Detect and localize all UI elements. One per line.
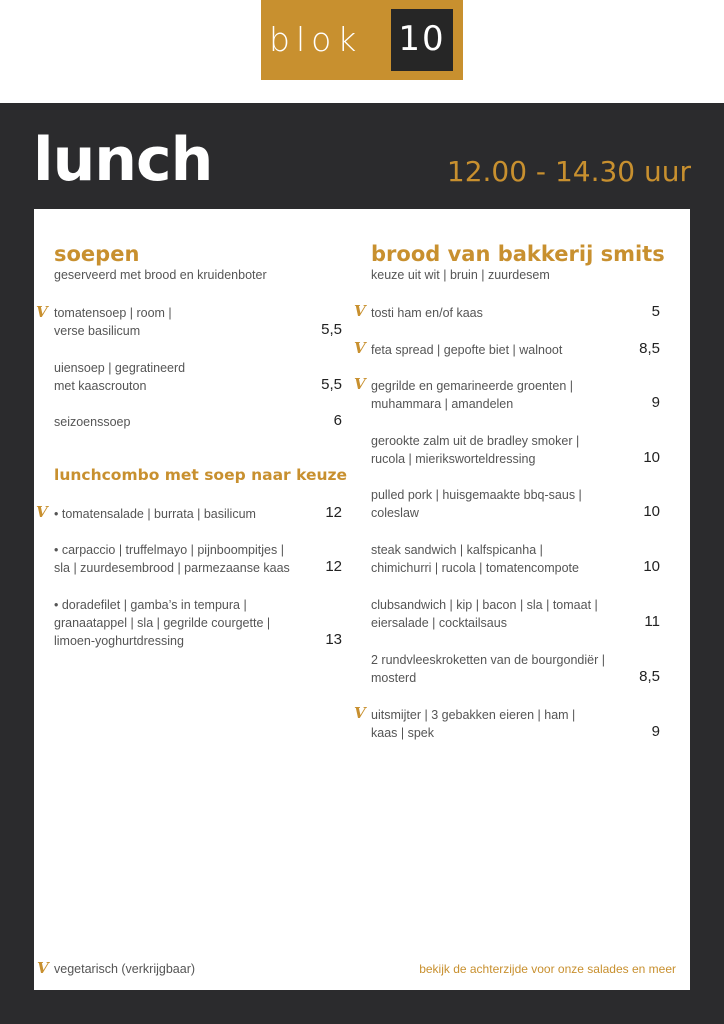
item-line: pulled pork | huisgemaakte bbq-saus |: [371, 488, 582, 502]
item-line: seizoenssoep: [54, 415, 131, 429]
menu-item-seizoenssoep: [54, 413, 130, 431]
menu-item-kroketten: [371, 651, 605, 687]
item-price: 12: [325, 504, 342, 521]
item-line: limoen-yoghurtdressing: [54, 634, 184, 648]
item-line: tosti ham en/of kaas: [371, 306, 483, 320]
section-subtitle-soepen: geserveerd met brood en kruidenboter: [54, 268, 267, 282]
item-line: uiensoep | gegratineerd: [54, 361, 186, 375]
item-price: 8,5: [639, 340, 660, 357]
footer-note: bekijk de achterzijde voor onze salades en meer: [419, 962, 676, 976]
item-price: 5,5: [321, 321, 342, 338]
item-price: 10: [643, 449, 660, 466]
vegetarian-icon: V: [37, 959, 49, 977]
item-line: verse basilicum: [54, 324, 141, 338]
item-line: coleslaw: [371, 506, 419, 520]
menu-item-tosti: [371, 304, 483, 322]
section-title-brood: brood van bakkerij smits: [371, 242, 665, 266]
item-line: • tomatensalade | burrata | basilicum: [54, 507, 256, 521]
item-price: 13: [325, 631, 342, 648]
item-line: steak sandwich | kalfspicanha |: [371, 543, 543, 557]
page-title: lunch: [33, 125, 213, 195]
item-line: eiersalade | cocktailsaus: [371, 616, 507, 630]
menu-item-steak-sandwich: [371, 541, 579, 577]
item-price: 5: [651, 303, 660, 320]
item-price: 6: [333, 412, 342, 429]
vegetarian-icon: V: [354, 339, 366, 357]
opening-hours: 12.00 - 14.30 uur: [446, 155, 691, 188]
item-line: met kaascrouton: [54, 379, 147, 393]
section-title-lunchcombo: lunchcombo met soep naar keuze: [54, 466, 348, 484]
item-line: chimichurri | rucola | tomatencompote: [371, 561, 579, 575]
menu-card: [34, 209, 690, 990]
menu-item-tomatensoep: [54, 304, 172, 340]
item-price: 10: [643, 558, 660, 575]
item-line: granaatappel | sla | gegrilde courgette |: [54, 616, 271, 630]
item-line: 2 rundvleeskroketten van de bourgondiër |: [371, 653, 605, 667]
item-price: 9: [651, 394, 660, 411]
logo: [261, 0, 463, 80]
item-line: clubsandwich | kip | bacon | sla | tomaat |: [371, 598, 598, 612]
item-line: • carpaccio | truffelmayo | pijnboompitjes |: [54, 543, 284, 557]
menu-item-clubsandwich: [371, 596, 598, 632]
vegetarian-icon: V: [354, 375, 366, 393]
item-line: tomatensoep | room |: [54, 306, 172, 320]
item-line: muhammara | amandelen: [371, 397, 514, 411]
logo-number: 10: [391, 9, 453, 71]
vegetarian-icon: V: [36, 503, 48, 521]
item-price: 5,5: [321, 376, 342, 393]
item-line: uitsmijter | 3 gebakken eieren | ham |: [371, 708, 576, 722]
vegetarian-legend: vegetarisch (verkrijgbaar): [54, 962, 196, 976]
menu-item-carpaccio: [54, 541, 290, 577]
menu-item-doradefilet: [54, 596, 270, 650]
item-line: mosterd: [371, 671, 417, 685]
item-line: feta spread | gepofte biet | walnoot: [371, 343, 563, 357]
item-price: 9: [651, 723, 660, 740]
item-line: • doradefilet | gamba’s in tempura |: [54, 598, 247, 612]
menu-item-tomatensalade: [54, 505, 256, 523]
item-price: 12: [325, 558, 342, 575]
item-price: 8,5: [639, 668, 660, 685]
item-price: 10: [643, 503, 660, 520]
vegetarian-icon: V: [354, 302, 366, 320]
menu-item-uitsmijter: [371, 706, 575, 742]
menu-item-gegrilde-groenten: [371, 377, 573, 413]
item-price: 11: [644, 613, 660, 630]
menu-item-pulled-pork: [371, 486, 582, 522]
vegetarian-icon: V: [36, 303, 48, 321]
menu-item-uiensoep: [54, 359, 185, 395]
menu-item-feta-spread: [371, 341, 562, 359]
vegetarian-icon: V: [354, 704, 366, 722]
item-line: gerookte zalm uit de bradley smoker |: [371, 434, 580, 448]
item-line: gegrilde en gemarineerde groenten |: [371, 379, 573, 393]
logo-brand: blok: [269, 20, 363, 59]
section-title-soepen: soepen: [54, 242, 140, 266]
item-line: rucola | mieriksworteldressing: [371, 452, 536, 466]
item-line: sla | zuurdesembrood | parmezaanse kaas: [54, 561, 290, 575]
menu-item-gerookte-zalm: [371, 432, 579, 468]
section-subtitle-brood: keuze uit wit | bruin | zuurdesem: [371, 268, 550, 282]
item-line: kaas | spek: [371, 726, 435, 740]
